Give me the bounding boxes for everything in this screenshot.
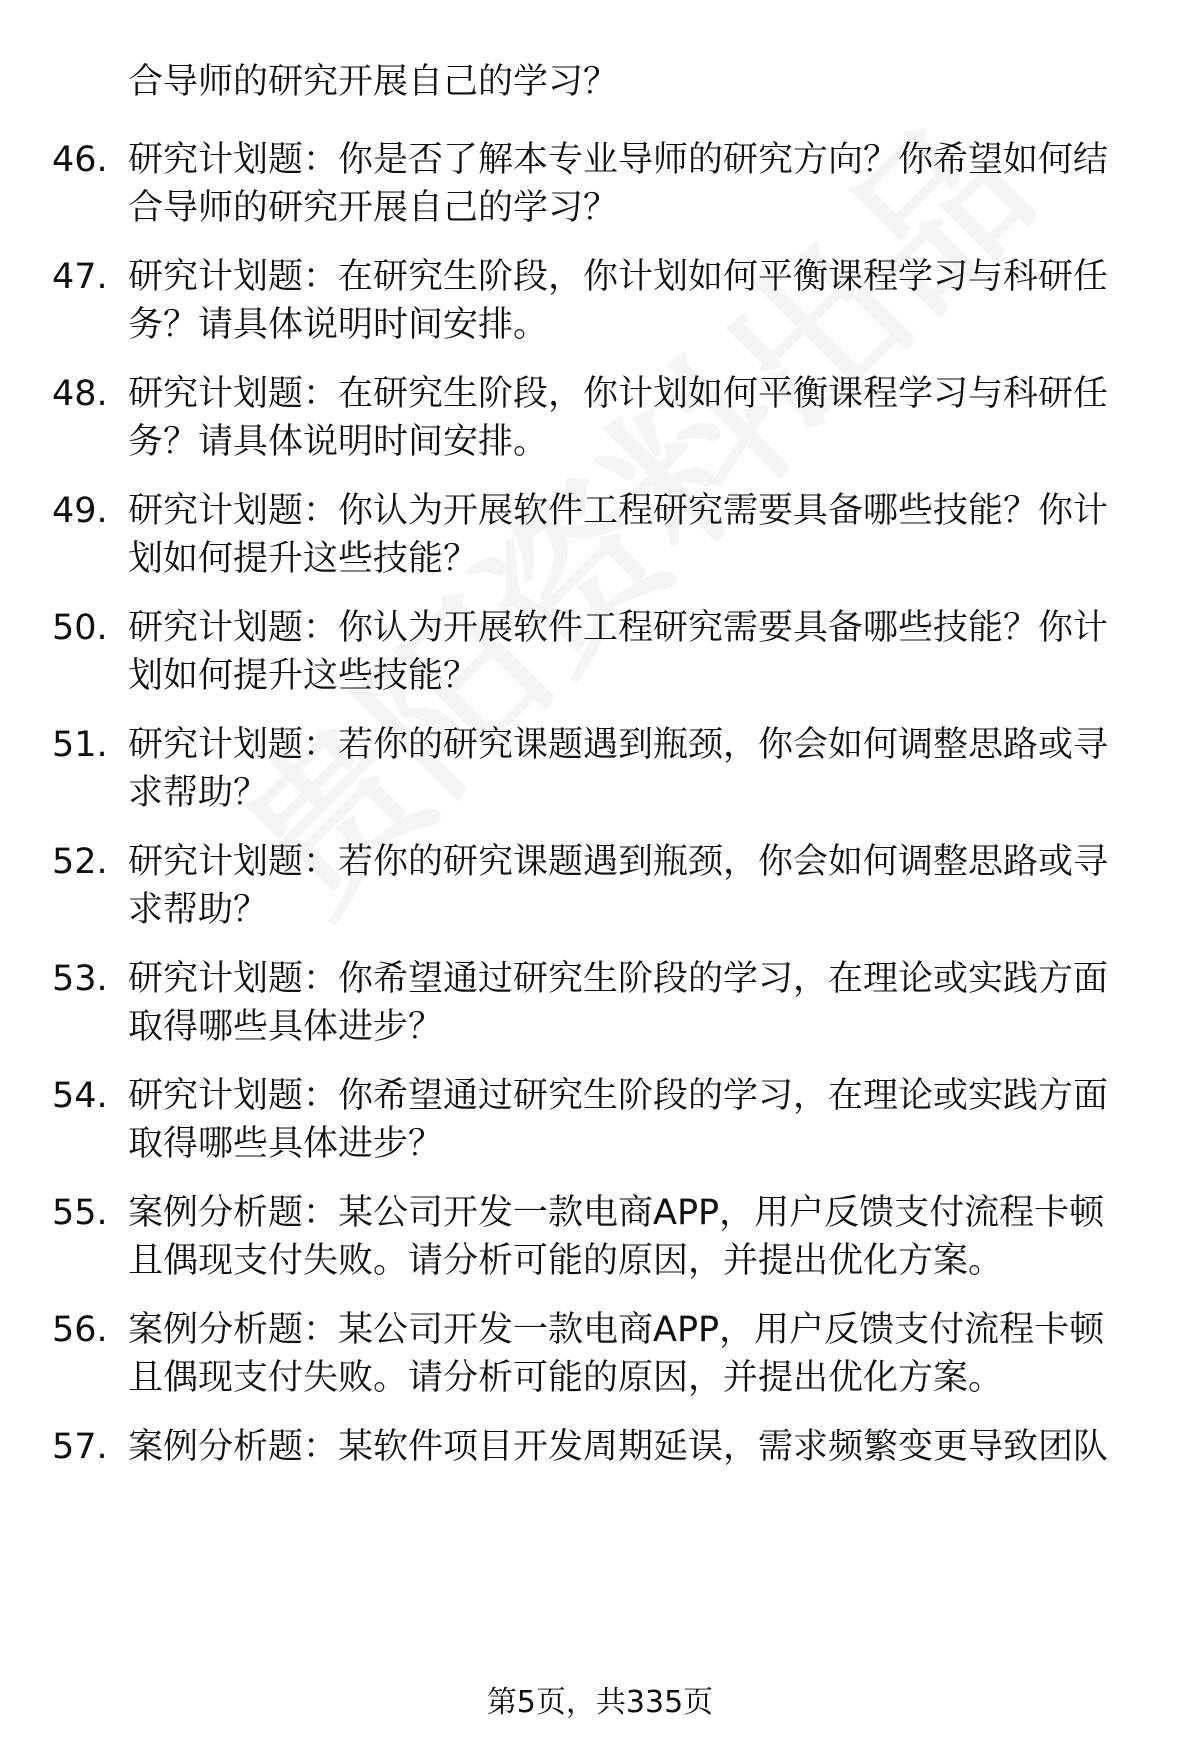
question-item [0, 1189, 1200, 1285]
question-number: 56. [52, 1310, 108, 1350]
question-text-line: 案例分析题：某公司开发一款电商APP，用户反馈支付流程卡顿 [128, 1193, 1105, 1233]
question-number: 50. [52, 608, 108, 648]
question-number: 46. [52, 140, 108, 180]
question-text-line: 取得哪些具体进步？ [128, 1124, 444, 1164]
question-text-line: 研究计划题：你希望通过研究生阶段的学习，在理论或实践方面 [128, 959, 1109, 999]
question-item [0, 721, 1200, 817]
question-item [0, 1072, 1200, 1168]
question-number: 53. [52, 959, 108, 999]
question-number: 51. [52, 725, 108, 765]
continuation-line: 合导师的研究开展自己的学习？ [128, 62, 619, 102]
question-text-line: 案例分析题：某软件项目开发周期延误，需求频繁变更导致团队 [128, 1427, 1109, 1467]
question-text-line: 研究计划题：若你的研究课题遇到瓶颈，你会如何调整思路或寻 [128, 842, 1109, 882]
question-text-line: 求帮助？ [128, 890, 269, 930]
question-text-line: 取得哪些具体进步？ [128, 1007, 444, 1047]
question-text-line: 研究计划题：在研究生阶段，你计划如何平衡课程学习与科研任 [128, 257, 1109, 297]
question-text-line: 划如何提升这些技能？ [128, 656, 479, 696]
question-item [0, 136, 1200, 232]
question-item [0, 955, 1200, 1051]
question-text-line: 务？请具体说明时间安排。 [128, 422, 549, 462]
question-text-line: 研究计划题：你希望通过研究生阶段的学习，在理论或实践方面 [128, 1076, 1109, 1116]
question-text-line: 且偶现支付失败。请分析可能的原因，并提出优化方案。 [128, 1358, 1004, 1398]
question-text-line: 研究计划题：你是否了解本专业导师的研究方向？你希望如何结 [128, 140, 1109, 180]
question-item [0, 604, 1200, 700]
question-number: 57. [52, 1427, 108, 1467]
question-item [0, 487, 1200, 583]
question-item [0, 1423, 1200, 1519]
question-text-line: 划如何提升这些技能？ [128, 539, 479, 579]
question-number: 55. [52, 1193, 108, 1233]
question-number: 52. [52, 842, 108, 882]
question-item [0, 370, 1200, 466]
question-text-line: 合导师的研究开展自己的学习？ [128, 188, 619, 228]
question-item [0, 838, 1200, 934]
page-footer: 第5页，共335页 [486, 1685, 714, 1720]
question-text-line: 求帮助？ [128, 773, 269, 813]
question-text-line: 研究计划题：在研究生阶段，你计划如何平衡课程学习与科研任 [128, 374, 1109, 414]
question-text-line: 务？请具体说明时间安排。 [128, 305, 549, 345]
question-number: 54. [52, 1076, 108, 1116]
question-text-line: 且偶现支付失败。请分析可能的原因，并提出优化方案。 [128, 1241, 1004, 1281]
question-text-line: 研究计划题：你认为开展软件工程研究需要具备哪些技能？你计 [128, 491, 1109, 531]
question-text-line: 案例分析题：某公司开发一款电商APP，用户反馈支付流程卡顿 [128, 1310, 1105, 1350]
question-number: 48. [52, 374, 108, 414]
question-item [0, 1306, 1200, 1402]
question-number: 47. [52, 257, 108, 297]
question-text-line: 研究计划题：你认为开展软件工程研究需要具备哪些技能？你计 [128, 608, 1109, 648]
question-item [0, 253, 1200, 349]
question-number: 49. [52, 491, 108, 531]
question-text-line: 研究计划题：若你的研究课题遇到瓶颈，你会如何调整思路或寻 [128, 725, 1109, 765]
